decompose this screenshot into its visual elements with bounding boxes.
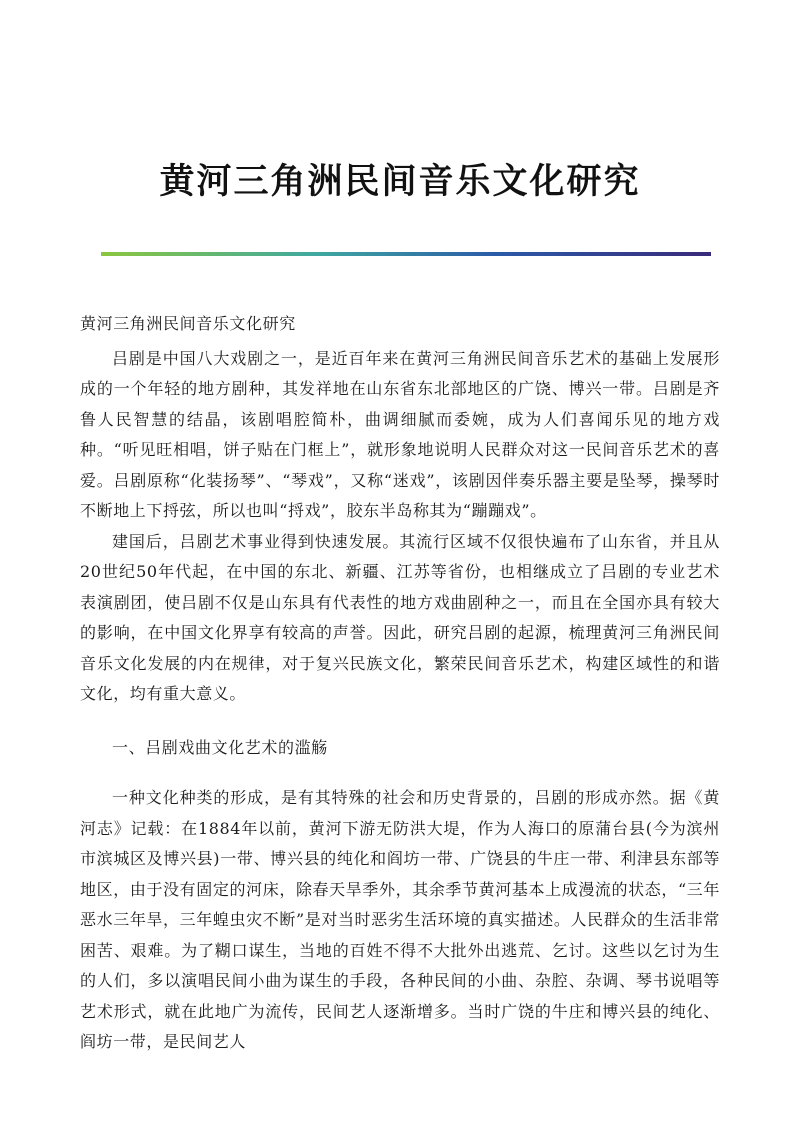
section-heading: 一、吕剧戏曲文化艺术的滥觞: [112, 737, 328, 757]
paragraph-origin: 一种文化种类的形成，是有其特殊的社会和历史背景的，吕剧的形成亦然。据《黄河志》记载：在1884年以前，黄河下游无防洪大堤，作为人海口的原蒲台县(今为滨州市滨城区及博兴县)一带、博兴县的纯化和阎坊一带、广饶县的牛庄一带、利津县东部等地区，由于没有固定的河床，除春天旱季外，其余季节黄河基本上成漫流的状态，“三年恶水三年旱，三年蝗虫灾不断”是对当时恶劣生活环境的真实描述。人民群众的生活非常困苦、艰难。为了糊口谋生，当地的百姓不得不大批外出逃荒、乞讨。这些以乞讨为生的人们，多以演唱民间小曲为谋生的手段，各种民间的小曲、杂腔、杂调、琴书说唱等艺术形式，就在此地广为流传，民间艺人逐渐增多。当时广饶的牛庄和博兴县的纯化、阎坊一带，是民间艺人: [80, 788, 720, 1051]
title-divider: [101, 252, 711, 256]
page-title: 黄河三角洲民间音乐文化研究: [159, 161, 641, 202]
document-subtitle: 黄河三角洲民间音乐文化研究: [80, 314, 296, 333]
document-body: [80, 309, 720, 1058]
paragraph-postwar: 建国后，吕剧艺术事业得到快速发展。其流行区域不仅很快遍布了山东省，并且从20世纪50年代起，在中国的东北、新疆、江苏等省份，也相继成立了吕剧的专业艺术表演剧团，使吕剧不仅是山东具有代表性的地方戏曲剧种之一，而且在全国亦具有较大的影响，在中国文化界享有较高的声誉。因此，研究吕剧的起源，梳理黄河三角洲民间音乐文化发展的内在规律，对于复兴民族文化，繁荣民间音乐艺术，构建区域性的和谐文化，均有重大意义。: [80, 531, 720, 703]
paragraph-intro: 吕剧是中国八大戏剧之一，是近百年来在黄河三角洲民间音乐艺术的基础上发展形成的一个年轻的地方剧种，其发祥地在山东省东北部地区的广饶、博兴一带。吕剧是齐鲁人民智慧的结晶，该剧唱腔简朴，曲调细腻而委婉，成为人们喜闻乐见的地方戏种。“听见旺相唱，饼子贴在门框上”，就形象地说明人民群众对这一民间音乐艺术的喜爱。吕剧原称“化装扬琴”、“琴戏”，又称“迷戏”，该剧因伴奏乐器主要是坠琴，操琴时不断地上下捋弦，所以也叫“捋戏”，胶东半岛称其为“蹦蹦戏”。: [80, 348, 720, 520]
